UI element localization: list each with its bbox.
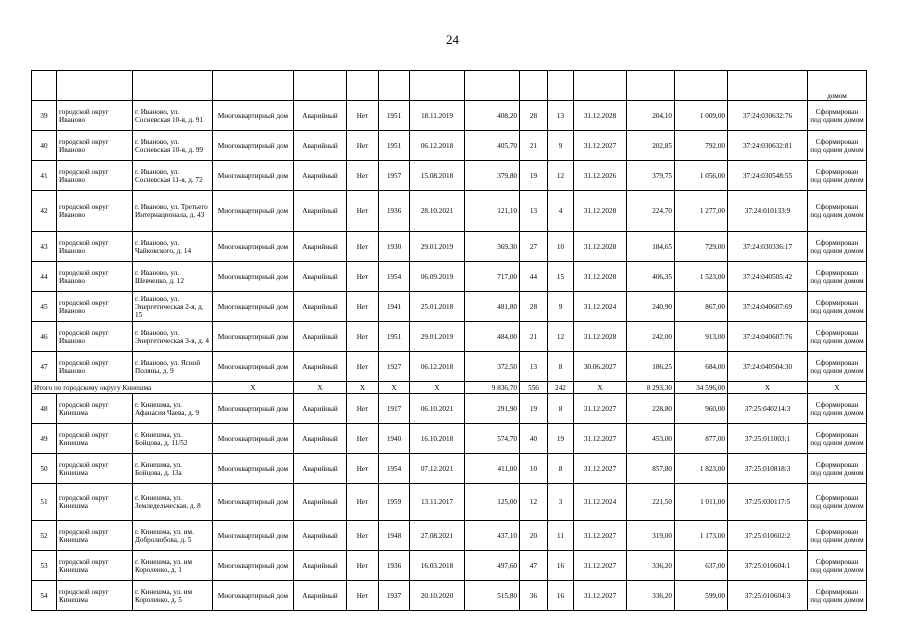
total-deadline-cell: X <box>574 382 627 394</box>
rooms-cell: 15 <box>548 262 574 292</box>
address-cell: г. Иваново, ул. Шевченко, д. 12 <box>133 262 213 292</box>
cadastral-number-cell: 37:24:030632:76 <box>728 101 808 131</box>
status-cell: Сформирован под одним домом <box>808 101 867 131</box>
cost-cell: 1 173,00 <box>675 521 728 551</box>
rooms-cell: 16 <box>548 581 574 611</box>
cadastral-number-cell: 37:24:030548:55 <box>728 161 808 191</box>
rooms-cell: 8 <box>548 454 574 484</box>
cost-cell: 1 056,00 <box>675 161 728 191</box>
area-cell: 497,60 <box>465 551 520 581</box>
row-number-cell: 41 <box>32 161 57 191</box>
year-cell: 1917 <box>379 394 410 424</box>
condition-cell: Аварийный <box>294 131 347 161</box>
cost-cell: 637,00 <box>675 551 728 581</box>
area-resettled-cell: 204,10 <box>627 101 675 131</box>
total-label: Итого по городскому округу Кинешма <box>32 382 213 394</box>
residents-cell: 21 <box>520 322 548 352</box>
building-type-cell: Многоквартирный дом <box>213 551 294 581</box>
table-row <box>32 131 867 161</box>
cadastral-number-cell: 37:24:030336:17 <box>728 232 808 262</box>
area-resettled-cell: 186,25 <box>627 352 675 382</box>
cadastral-number-cell: 37:24:040607:69 <box>728 292 808 322</box>
condition-cell: Аварийный <box>294 292 347 322</box>
table-row <box>32 551 867 581</box>
status-cell: Сформирован под одним домом <box>808 352 867 382</box>
building-type-cell: Многоквартирный дом <box>213 454 294 484</box>
total-condition-cell: X <box>294 382 347 394</box>
recognition-date-cell: 29.01.2019 <box>410 322 465 352</box>
recognition-date-cell: 28.10.2021 <box>410 191 465 232</box>
condition-cell: Аварийный <box>294 581 347 611</box>
condition-cell: Аварийный <box>294 394 347 424</box>
area-cell: 481,80 <box>465 292 520 322</box>
rooms-cell: 12 <box>548 161 574 191</box>
condition-cell: Аварийный <box>294 424 347 454</box>
year-cell: 1930 <box>379 232 410 262</box>
status-cell: Сформирован под одним домом <box>808 131 867 161</box>
total-type-cell: X <box>213 382 294 394</box>
table-row <box>32 581 867 611</box>
recognition-date-cell: 13.11.2017 <box>410 484 465 521</box>
residents-cell: 27 <box>520 232 548 262</box>
total-status-cell: X <box>808 382 867 394</box>
recognition-date-cell: 06.12.2018 <box>410 352 465 382</box>
municipality-cell: городской округ Иваново <box>57 262 133 292</box>
rooms-cell: 8 <box>548 352 574 382</box>
table-row <box>32 322 867 352</box>
residents-cell: 40 <box>520 424 548 454</box>
address-cell: г. Иваново, ул. Энергетическая 3-я, д. 4 <box>133 322 213 352</box>
area-resettled-cell: 336,20 <box>627 581 675 611</box>
table-row <box>32 101 867 131</box>
cost-cell: 1 009,00 <box>675 101 728 131</box>
deadline-cell: 31.12.2027 <box>574 424 627 454</box>
cadastral-number-cell: 37:25:010604:3 <box>728 581 808 611</box>
cost-cell: 867,00 <box>675 292 728 322</box>
address-cell: г. Иваново, ул. Сосневская 10-я, д. 99 <box>133 131 213 161</box>
row-number-cell: 43 <box>32 232 57 262</box>
area-resettled-cell: 379,75 <box>627 161 675 191</box>
building-type-cell: Многоквартирный дом <box>213 131 294 161</box>
residents-cell: 36 <box>520 581 548 611</box>
row-number-cell: 48 <box>32 394 57 424</box>
cadastral-number-cell: 37:25:030117:5 <box>728 484 808 521</box>
deadline-cell: 31.12.2027 <box>574 581 627 611</box>
row-number-cell: 50 <box>32 454 57 484</box>
condition-cell: Аварийный <box>294 161 347 191</box>
total-row <box>32 382 867 394</box>
cost-cell: 599,00 <box>675 581 728 611</box>
condition-cell: Аварийный <box>294 454 347 484</box>
cadastral-number-cell: 37:25:011003:1 <box>728 424 808 454</box>
condition-cell: Аварийный <box>294 262 347 292</box>
cost-cell: 729,00 <box>675 232 728 262</box>
rooms-cell: 11 <box>548 521 574 551</box>
municipality-cell: городской округ Кинешма <box>57 551 133 581</box>
table-row <box>32 191 867 232</box>
address-cell: г. Иваново, ул. Сосневская 11-я, д. 72 <box>133 161 213 191</box>
row-number-cell: 47 <box>32 352 57 382</box>
municipality-cell: городской округ Иваново <box>57 292 133 322</box>
address-cell: г. Иваново, ул. Сосневская 10-я, д. 91 <box>133 101 213 131</box>
address-cell: г. Иваново, ул. Ясной Поляны, д. 9 <box>133 352 213 382</box>
table-row <box>32 161 867 191</box>
address-cell: г. Иваново, ул. Чайковского, д. 14 <box>133 232 213 262</box>
area-cell: 411,00 <box>465 454 520 484</box>
row-number-cell: 40 <box>32 131 57 161</box>
rooms-cell: 10 <box>548 232 574 262</box>
recognition-date-cell: 18.11.2019 <box>410 101 465 131</box>
deadline-cell: 31.12.2027 <box>574 131 627 161</box>
residents-cell: 47 <box>520 551 548 581</box>
recognition-date-cell: 29.01.2019 <box>410 232 465 262</box>
municipality-cell: городской округ Кинешма <box>57 484 133 521</box>
total-cadastral-cell: X <box>728 382 808 394</box>
status-cell: Сформирован под одним домом <box>808 394 867 424</box>
municipality-cell: городской округ Иваново <box>57 322 133 352</box>
area-cell: 125,00 <box>465 484 520 521</box>
address-cell: г. Иваново, ул. Третьего Интернационала, д. 43 <box>133 191 213 232</box>
recognition-date-cell: 15.08.2018 <box>410 161 465 191</box>
status-cell: Сформирован под одним домом <box>808 521 867 551</box>
cost-cell: 1 011,00 <box>675 484 728 521</box>
table-row <box>32 424 867 454</box>
cadastral-number-cell: 37:24:030632:81 <box>728 131 808 161</box>
area-resettled-cell: 336,20 <box>627 551 675 581</box>
recognition-date-cell: 16.10.2018 <box>410 424 465 454</box>
address-cell: г. Кинешма, ул. им Короленко, д. 5 <box>133 581 213 611</box>
recognition-date-cell: 06.09.2019 <box>410 262 465 292</box>
municipality-cell: городской округ Иваново <box>57 131 133 161</box>
deadline-cell: 31.12.2024 <box>574 292 627 322</box>
area-cell: 291,90 <box>465 394 520 424</box>
deadline-cell: 30.06.2027 <box>574 352 627 382</box>
residents-cell: 19 <box>520 161 548 191</box>
row-number-cell: 52 <box>32 521 57 551</box>
area-cell: 379,80 <box>465 161 520 191</box>
recognition-date-cell: 06.10.2021 <box>410 394 465 424</box>
recognition-date-cell: 20.10.2020 <box>410 581 465 611</box>
flag-cell: Нет <box>347 262 379 292</box>
municipality-cell: городской округ Иваново <box>57 191 133 232</box>
building-type-cell: Многоквартирный дом <box>213 232 294 262</box>
address-cell: г. Кинешма, ул. Бойцова, д. 11/52 <box>133 424 213 454</box>
recognition-date-cell: 06.12.2018 <box>410 131 465 161</box>
area-resettled-cell: 453,00 <box>627 424 675 454</box>
total-year-cell: X <box>379 382 410 394</box>
status-cell: Сформирован под одним домом <box>808 161 867 191</box>
municipality-cell: городской округ Иваново <box>57 232 133 262</box>
row-number-cell: 44 <box>32 262 57 292</box>
row-number-cell: 46 <box>32 322 57 352</box>
year-cell: 1937 <box>379 581 410 611</box>
table-row <box>32 232 867 262</box>
building-type-cell: Многоквартирный дом <box>213 161 294 191</box>
flag-cell: Нет <box>347 101 379 131</box>
building-type-cell: Многоквартирный дом <box>213 394 294 424</box>
year-cell: 1936 <box>379 551 410 581</box>
rooms-cell: 9 <box>548 292 574 322</box>
year-cell: 1954 <box>379 262 410 292</box>
area-cell: 574,70 <box>465 424 520 454</box>
flag-cell: Нет <box>347 521 379 551</box>
deadline-cell: 31.12.2027 <box>574 454 627 484</box>
rooms-cell: 9 <box>548 131 574 161</box>
municipality-cell: городской округ Кинешма <box>57 394 133 424</box>
building-type-cell: Многоквартирный дом <box>213 292 294 322</box>
building-type-cell: Многоквартирный дом <box>213 352 294 382</box>
area-resettled-cell: 319,00 <box>627 521 675 551</box>
cost-cell: 684,00 <box>675 352 728 382</box>
address-cell: г. Иваново, ул. Энергетическая 2-я, д. 15 <box>133 292 213 322</box>
residents-cell: 28 <box>520 101 548 131</box>
cost-cell: 1 277,00 <box>675 191 728 232</box>
rooms-cell: 19 <box>548 424 574 454</box>
area-cell: 408,20 <box>465 101 520 131</box>
residents-cell: 21 <box>520 131 548 161</box>
deadline-cell: 31.12.2028 <box>574 232 627 262</box>
building-type-cell: Многоквартирный дом <box>213 521 294 551</box>
building-type-cell: Многоквартирный дом <box>213 424 294 454</box>
year-cell: 1927 <box>379 352 410 382</box>
residents-cell: 20 <box>520 521 548 551</box>
area-resettled-cell: 202,85 <box>627 131 675 161</box>
flag-cell: Нет <box>347 232 379 262</box>
municipality-cell: городской округ Иваново <box>57 352 133 382</box>
year-cell: 1948 <box>379 521 410 551</box>
page-number: 24 <box>446 32 459 47</box>
area-resettled-cell: 224,70 <box>627 191 675 232</box>
table-row <box>32 352 867 382</box>
deadline-cell: 31.12.2028 <box>574 101 627 131</box>
address-cell: г. Кинешма, ул. Земледельческая, д. 8 <box>133 484 213 521</box>
cost-cell: 913,00 <box>675 322 728 352</box>
area-resettled-cell: 242,00 <box>627 322 675 352</box>
address-cell: г. Кинешма, ул. им Короленко, д. 1 <box>133 551 213 581</box>
condition-cell: Аварийный <box>294 551 347 581</box>
area-cell: 484,00 <box>465 322 520 352</box>
area-cell: 515,80 <box>465 581 520 611</box>
building-type-cell: Многоквартирный дом <box>213 322 294 352</box>
area-cell: 121,10 <box>465 191 520 232</box>
building-type-cell: Многоквартирный дом <box>213 191 294 232</box>
flag-cell: Нет <box>347 131 379 161</box>
municipality-cell: городской округ Иваново <box>57 101 133 131</box>
residents-cell: 13 <box>520 191 548 232</box>
area-resettled-cell: 228,80 <box>627 394 675 424</box>
total-cost-cell: 34 596,00 <box>675 382 728 394</box>
row-number-cell: 42 <box>32 191 57 232</box>
status-cell: Сформирован под одним домом <box>808 322 867 352</box>
year-cell: 1959 <box>379 484 410 521</box>
condition-cell: Аварийный <box>294 232 347 262</box>
status-cell: Сформирован под одним домом <box>808 232 867 262</box>
residents-cell: 19 <box>520 394 548 424</box>
total-flag-cell: X <box>347 382 379 394</box>
row-number-cell: 54 <box>32 581 57 611</box>
status-cell: Сформирован под одним домом <box>808 424 867 454</box>
residents-cell: 12 <box>520 484 548 521</box>
table-row <box>32 394 867 424</box>
status-cell: Сформирован под одним домом <box>808 484 867 521</box>
area-resettled-cell: 406,35 <box>627 262 675 292</box>
status-cell: Сформирован под одним домом <box>808 191 867 232</box>
area-cell: 717,00 <box>465 262 520 292</box>
cadastral-number-cell: 37:24:040504:30 <box>728 352 808 382</box>
year-cell: 1951 <box>379 322 410 352</box>
cadastral-number-cell: 37:24:040607:76 <box>728 322 808 352</box>
area-cell: 372,50 <box>465 352 520 382</box>
rooms-cell: 4 <box>548 191 574 232</box>
condition-cell: Аварийный <box>294 191 347 232</box>
rooms-cell: 3 <box>548 484 574 521</box>
area-cell: 405,70 <box>465 131 520 161</box>
table-row <box>32 292 867 322</box>
rooms-cell: 16 <box>548 551 574 581</box>
table-body <box>32 71 867 611</box>
rooms-cell: 12 <box>548 322 574 352</box>
address-cell: г. Кинешма, ул. Бойцова, д. 13а <box>133 454 213 484</box>
recognition-date-cell: 16.03.2018 <box>410 551 465 581</box>
housing-registry-table <box>31 70 867 611</box>
total-area2-cell: 8 293,30 <box>627 382 675 394</box>
total-date-cell: X <box>410 382 465 394</box>
flag-cell: Нет <box>347 352 379 382</box>
table-row <box>32 484 867 521</box>
deadline-cell: 31.12.2027 <box>574 521 627 551</box>
flag-cell: Нет <box>347 394 379 424</box>
row-number-cell: 39 <box>32 101 57 131</box>
area-resettled-cell: 184,65 <box>627 232 675 262</box>
cost-cell: 1 523,00 <box>675 262 728 292</box>
table-row <box>32 521 867 551</box>
municipality-cell: городской округ Кинешма <box>57 454 133 484</box>
address-cell: г. Кинешма, ул. Афанасия Чаева, д. 9 <box>133 394 213 424</box>
address-cell: г. Кинешма, ул. им. Добролюбова, д. 5 <box>133 521 213 551</box>
condition-cell: Аварийный <box>294 352 347 382</box>
flag-cell: Нет <box>347 191 379 232</box>
year-cell: 1936 <box>379 191 410 232</box>
cadastral-number-cell: 37:25:010602:2 <box>728 521 808 551</box>
status-cell: Сформирован под одним домом <box>808 292 867 322</box>
area-resettled-cell: 240,90 <box>627 292 675 322</box>
flag-cell: Нет <box>347 322 379 352</box>
year-cell: 1941 <box>379 292 410 322</box>
row-number-cell: 53 <box>32 551 57 581</box>
deadline-cell: 31.12.2028 <box>574 322 627 352</box>
municipality-cell: городской округ Кинешма <box>57 581 133 611</box>
building-type-cell: Многоквартирный дом <box>213 484 294 521</box>
cost-cell: 1 823,00 <box>675 454 728 484</box>
area-cell: 369,30 <box>465 232 520 262</box>
year-cell: 1957 <box>379 161 410 191</box>
residents-cell: 28 <box>520 292 548 322</box>
flag-cell: Нет <box>347 551 379 581</box>
table-row <box>32 262 867 292</box>
cost-cell: 960,00 <box>675 394 728 424</box>
residents-cell: 44 <box>520 262 548 292</box>
year-cell: 1940 <box>379 424 410 454</box>
building-type-cell: Многоквартирный дом <box>213 581 294 611</box>
recognition-date-cell: 27.08.2021 <box>410 521 465 551</box>
area-cell: 437,10 <box>465 521 520 551</box>
rooms-cell: 13 <box>548 101 574 131</box>
year-cell: 1951 <box>379 101 410 131</box>
deadline-cell: 31.12.2027 <box>574 394 627 424</box>
status-cell: Сформирован под одним домом <box>808 262 867 292</box>
municipality-cell: городской округ Кинешма <box>57 521 133 551</box>
deadline-cell: 31.12.2024 <box>574 484 627 521</box>
year-cell: 1954 <box>379 454 410 484</box>
row-number-cell: 51 <box>32 484 57 521</box>
area-resettled-cell: 221,50 <box>627 484 675 521</box>
flag-cell: Нет <box>347 292 379 322</box>
rooms-cell: 8 <box>548 394 574 424</box>
cadastral-number-cell: 37:25:010604:1 <box>728 551 808 581</box>
flag-cell: Нет <box>347 424 379 454</box>
table-row-continued <box>32 71 867 101</box>
condition-cell: Аварийный <box>294 521 347 551</box>
deadline-cell: 31.12.2028 <box>574 191 627 232</box>
status-cell: Сформирован под одним домом <box>808 551 867 581</box>
flag-cell: Нет <box>347 161 379 191</box>
building-type-cell: Многоквартирный дом <box>213 101 294 131</box>
total-residents-cell: 556 <box>520 382 548 394</box>
flag-cell: Нет <box>347 484 379 521</box>
recognition-date-cell: 07.12.2021 <box>410 454 465 484</box>
status-cell: домом <box>808 71 867 101</box>
status-cell: Сформирован под одним домом <box>808 454 867 484</box>
row-number-cell: 49 <box>32 424 57 454</box>
deadline-cell: 31.12.2027 <box>574 551 627 581</box>
year-cell: 1951 <box>379 131 410 161</box>
municipality-cell: городской округ Иваново <box>57 161 133 191</box>
residents-cell: 10 <box>520 454 548 484</box>
building-type-cell: Многоквартирный дом <box>213 262 294 292</box>
cost-cell: 877,00 <box>675 424 728 454</box>
status-cell: Сформирован под одним домом <box>808 581 867 611</box>
cadastral-number-cell: 37:25:010818:3 <box>728 454 808 484</box>
area-resettled-cell: 857,80 <box>627 454 675 484</box>
row-number-cell: 45 <box>32 292 57 322</box>
deadline-cell: 31.12.2028 <box>574 262 627 292</box>
flag-cell: Нет <box>347 581 379 611</box>
recognition-date-cell: 25.01.2018 <box>410 292 465 322</box>
total-rooms-cell: 242 <box>548 382 574 394</box>
flag-cell: Нет <box>347 454 379 484</box>
cost-cell: 792,00 <box>675 131 728 161</box>
condition-cell: Аварийный <box>294 322 347 352</box>
table-row <box>32 454 867 484</box>
cadastral-number-cell: 37:24:010133:9 <box>728 191 808 232</box>
condition-cell: Аварийный <box>294 101 347 131</box>
total-area-cell: 9 836,70 <box>465 382 520 394</box>
deadline-cell: 31.12.2026 <box>574 161 627 191</box>
cadastral-number-cell: 37:24:040505:42 <box>728 262 808 292</box>
cadastral-number-cell: 37:25:040214:3 <box>728 394 808 424</box>
residents-cell: 13 <box>520 352 548 382</box>
condition-cell: Аварийный <box>294 484 347 521</box>
municipality-cell: городской округ Кинешма <box>57 424 133 454</box>
